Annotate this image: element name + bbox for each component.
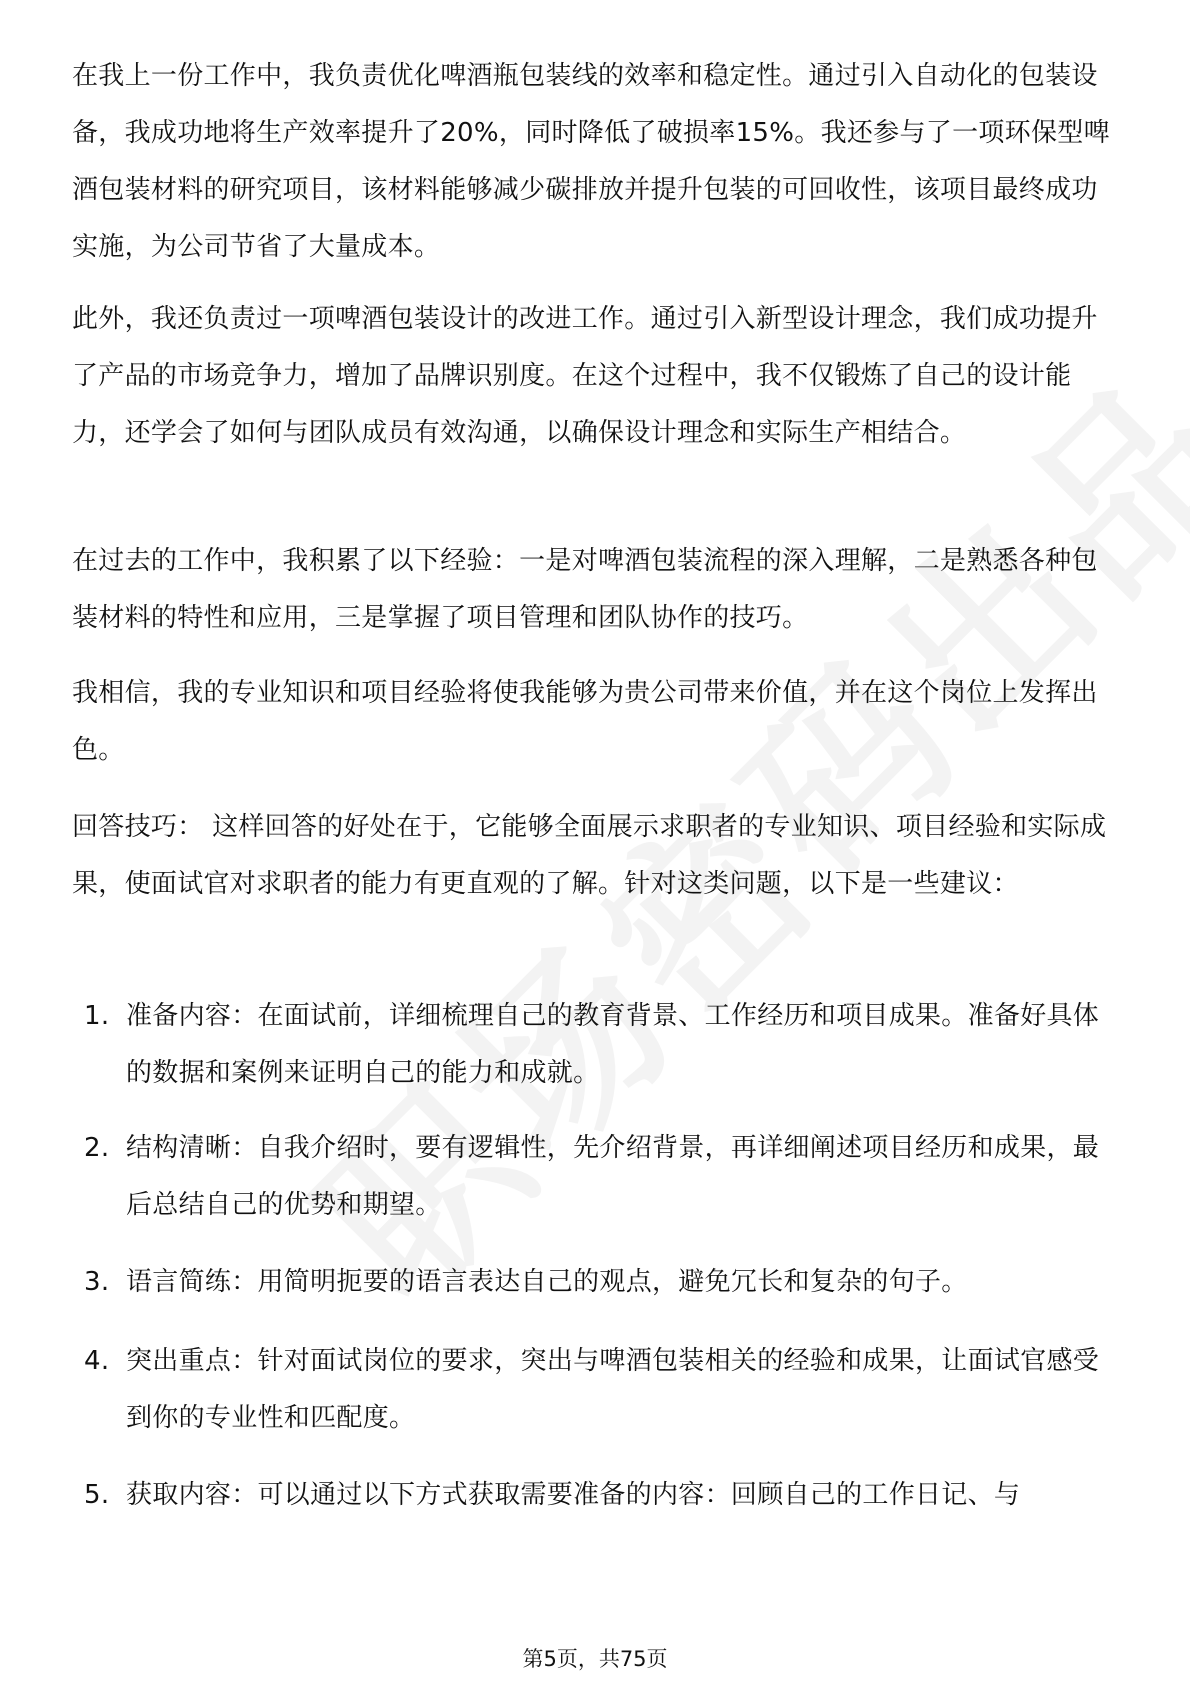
paragraph-design-improvement: 此外，我还负责过一项啤酒包装设计的改进工作。通过引入新型设计理念，我们成功提升了产品的市场竞争力，增加了品牌识别度。在这个过程中，我不仅锻炼了自己的设计能力，还学会了如何与团队成员有效沟通，以确保设计理念和实际生产相结合。 <box>72 304 1098 448</box>
list-item <box>84 1254 1114 1311</box>
list-item-text: 结构清晰：自我介绍时，要有逻辑性，先介绍背景，再详细阐述项目经历和成果，最后总结自己的优势和期望。 <box>126 1133 1100 1220</box>
list-item-text: 获取内容：可以通过以下方式获取需要准备的内容：回顾自己的工作日记、与 <box>126 1480 1021 1510</box>
paragraph-previous-job: 在我上一份工作中，我负责优化啤酒瓶包装线的效率和稳定性。通过引入自动化的包装设备，我成功地将生产效率提升了20%，同时降低了破损率15%。我还参与了一项环保型啤酒包装材料的研究项目，该材料能够减少碳排放并提升包装的可回收性，该项目最终成功实施，为公司节省了大量成本。 <box>72 61 1110 262</box>
list-item <box>84 1120 1114 1234</box>
list-item-number: 1. <box>84 1001 110 1031</box>
paragraph-belief: 我相信，我的专业知识和项目经验将使我能够为贵公司带来价值，并在这个岗位上发挥出色。 <box>72 678 1098 765</box>
paragraph-experience: 在过去的工作中，我积累了以下经验：一是对啤酒包装流程的深入理解，二是熟悉各种包装材料的特性和应用，三是掌握了项目管理和团队协作的技巧。 <box>72 546 1098 633</box>
list-item <box>84 1467 1114 1524</box>
list-item-number: 2. <box>84 1133 110 1163</box>
page-footer: 第5页，共75页 <box>522 1647 668 1671</box>
list-item-number: 4. <box>84 1346 110 1376</box>
list-item-number: 3. <box>84 1267 110 1297</box>
list-item <box>84 1333 1114 1447</box>
list-item <box>84 988 1114 1102</box>
list-item-text: 突出重点：针对面试岗位的要求，突出与啤酒包装相关的经验和成果，让面试官感受到你的专业性和匹配度。 <box>126 1346 1100 1433</box>
list-item-text: 准备内容：在面试前，详细梳理自己的教育背景、工作经历和项目成果。准备好具体的数据和案例来证明自己的能力和成就。 <box>126 1001 1100 1088</box>
list-item-number: 5. <box>84 1480 110 1510</box>
paragraph-answer-tips: 回答技巧： 这样回答的好处在于，它能够全面展示求职者的专业知识、项目经验和实际成果，使面试官对求职者的能力有更直观的了解。针对这类问题，以下是一些建议： <box>72 812 1107 899</box>
list-item-text: 语言简练：用简明扼要的语言表达自己的观点，避免冗长和复杂的句子。 <box>126 1267 968 1297</box>
